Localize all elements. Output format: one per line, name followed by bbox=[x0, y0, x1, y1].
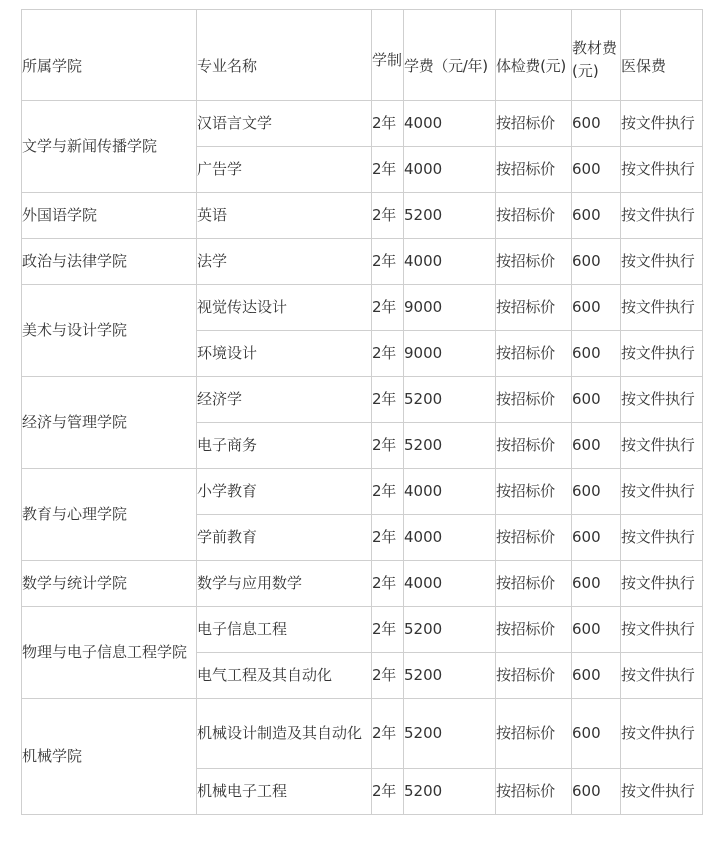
table-row bbox=[22, 377, 703, 423]
cell-insurance: 按文件执行 bbox=[621, 561, 703, 607]
cell-tuition: 4000 bbox=[404, 239, 496, 285]
cell-exam-fee: 按招标价 bbox=[496, 147, 572, 193]
cell-years: 2年 bbox=[372, 239, 404, 285]
cell-exam-fee: 按招标价 bbox=[496, 285, 572, 331]
cell-book-fee: 600 bbox=[572, 653, 621, 699]
cell-tuition: 5200 bbox=[404, 653, 496, 699]
cell-years: 2年 bbox=[372, 515, 404, 561]
cell-major: 数学与应用数学 bbox=[197, 561, 372, 607]
cell-tuition: 5200 bbox=[404, 377, 496, 423]
cell-years: 2年 bbox=[372, 377, 404, 423]
cell-tuition: 9000 bbox=[404, 331, 496, 377]
cell-major: 电子信息工程 bbox=[197, 607, 372, 653]
cell-tuition: 4000 bbox=[404, 515, 496, 561]
cell-major: 经济学 bbox=[197, 377, 372, 423]
cell-major: 小学教育 bbox=[197, 469, 372, 515]
fee-table bbox=[21, 9, 703, 815]
cell-college: 美术与设计学院 bbox=[22, 285, 197, 377]
header-college: 所属学院 bbox=[22, 10, 197, 101]
cell-exam-fee: 按招标价 bbox=[496, 239, 572, 285]
cell-years: 2年 bbox=[372, 331, 404, 377]
cell-insurance: 按文件执行 bbox=[621, 331, 703, 377]
cell-tuition: 4000 bbox=[404, 561, 496, 607]
cell-exam-fee: 按招标价 bbox=[496, 331, 572, 377]
cell-major: 机械设计制造及其自动化 bbox=[197, 699, 372, 769]
cell-major: 广告学 bbox=[197, 147, 372, 193]
table-row bbox=[22, 285, 703, 331]
table-header-row bbox=[22, 10, 703, 101]
header-years: 学制 bbox=[372, 10, 404, 101]
cell-insurance: 按文件执行 bbox=[621, 147, 703, 193]
cell-exam-fee: 按招标价 bbox=[496, 653, 572, 699]
cell-major: 法学 bbox=[197, 239, 372, 285]
cell-exam-fee: 按招标价 bbox=[496, 561, 572, 607]
cell-college: 数学与统计学院 bbox=[22, 561, 197, 607]
cell-insurance: 按文件执行 bbox=[621, 101, 703, 147]
cell-college: 教育与心理学院 bbox=[22, 469, 197, 561]
cell-years: 2年 bbox=[372, 607, 404, 653]
cell-college: 机械学院 bbox=[22, 699, 197, 815]
cell-insurance: 按文件执行 bbox=[621, 193, 703, 239]
cell-exam-fee: 按招标价 bbox=[496, 423, 572, 469]
cell-major: 视觉传达设计 bbox=[197, 285, 372, 331]
cell-book-fee: 600 bbox=[572, 515, 621, 561]
cell-exam-fee: 按招标价 bbox=[496, 607, 572, 653]
cell-exam-fee: 按招标价 bbox=[496, 469, 572, 515]
cell-major: 环境设计 bbox=[197, 331, 372, 377]
cell-book-fee: 600 bbox=[572, 377, 621, 423]
header-major: 专业名称 bbox=[197, 10, 372, 101]
cell-years: 2年 bbox=[372, 653, 404, 699]
cell-insurance: 按文件执行 bbox=[621, 699, 703, 769]
cell-major: 汉语言文学 bbox=[197, 101, 372, 147]
header-tuition: 学费（元/年) bbox=[404, 10, 496, 101]
cell-insurance: 按文件执行 bbox=[621, 285, 703, 331]
cell-years: 2年 bbox=[372, 147, 404, 193]
cell-insurance: 按文件执行 bbox=[621, 377, 703, 423]
cell-years: 2年 bbox=[372, 699, 404, 769]
table-row bbox=[22, 607, 703, 653]
cell-years: 2年 bbox=[372, 769, 404, 815]
cell-tuition: 5200 bbox=[404, 769, 496, 815]
cell-tuition: 9000 bbox=[404, 285, 496, 331]
cell-years: 2年 bbox=[372, 193, 404, 239]
cell-book-fee: 600 bbox=[572, 423, 621, 469]
fee-table-container bbox=[21, 9, 703, 815]
cell-book-fee: 600 bbox=[572, 769, 621, 815]
cell-tuition: 4000 bbox=[404, 147, 496, 193]
cell-tuition: 5200 bbox=[404, 607, 496, 653]
cell-book-fee: 600 bbox=[572, 607, 621, 653]
table-row bbox=[22, 101, 703, 147]
cell-tuition: 5200 bbox=[404, 699, 496, 769]
cell-book-fee: 600 bbox=[572, 469, 621, 515]
cell-tuition: 4000 bbox=[404, 469, 496, 515]
cell-college: 经济与管理学院 bbox=[22, 377, 197, 469]
cell-exam-fee: 按招标价 bbox=[496, 515, 572, 561]
cell-college: 物理与电子信息工程学院 bbox=[22, 607, 197, 699]
cell-insurance: 按文件执行 bbox=[621, 607, 703, 653]
cell-insurance: 按文件执行 bbox=[621, 515, 703, 561]
cell-major: 电子商务 bbox=[197, 423, 372, 469]
cell-exam-fee: 按招标价 bbox=[496, 769, 572, 815]
cell-book-fee: 600 bbox=[572, 331, 621, 377]
cell-book-fee: 600 bbox=[572, 239, 621, 285]
cell-book-fee: 600 bbox=[572, 101, 621, 147]
cell-major: 学前教育 bbox=[197, 515, 372, 561]
cell-insurance: 按文件执行 bbox=[621, 239, 703, 285]
header-exam-fee: 体检费(元) bbox=[496, 10, 572, 101]
header-book-fee: 教材费(元) bbox=[572, 10, 621, 101]
cell-exam-fee: 按招标价 bbox=[496, 193, 572, 239]
cell-years: 2年 bbox=[372, 561, 404, 607]
cell-major: 英语 bbox=[197, 193, 372, 239]
cell-years: 2年 bbox=[372, 423, 404, 469]
cell-major: 电气工程及其自动化 bbox=[197, 653, 372, 699]
cell-years: 2年 bbox=[372, 285, 404, 331]
cell-tuition: 4000 bbox=[404, 101, 496, 147]
table-row bbox=[22, 469, 703, 515]
cell-book-fee: 600 bbox=[572, 561, 621, 607]
cell-tuition: 5200 bbox=[404, 423, 496, 469]
cell-book-fee: 600 bbox=[572, 699, 621, 769]
cell-exam-fee: 按招标价 bbox=[496, 699, 572, 769]
table-row bbox=[22, 561, 703, 607]
cell-years: 2年 bbox=[372, 101, 404, 147]
table-row bbox=[22, 699, 703, 769]
cell-book-fee: 600 bbox=[572, 147, 621, 193]
cell-exam-fee: 按招标价 bbox=[496, 377, 572, 423]
cell-tuition: 5200 bbox=[404, 193, 496, 239]
cell-insurance: 按文件执行 bbox=[621, 469, 703, 515]
table-row bbox=[22, 193, 703, 239]
cell-major: 机械电子工程 bbox=[197, 769, 372, 815]
cell-book-fee: 600 bbox=[572, 193, 621, 239]
cell-college: 政治与法律学院 bbox=[22, 239, 197, 285]
cell-insurance: 按文件执行 bbox=[621, 423, 703, 469]
cell-exam-fee: 按招标价 bbox=[496, 101, 572, 147]
cell-insurance: 按文件执行 bbox=[621, 653, 703, 699]
cell-years: 2年 bbox=[372, 469, 404, 515]
cell-book-fee: 600 bbox=[572, 285, 621, 331]
header-insurance: 医保费 bbox=[621, 10, 703, 101]
cell-college: 外国语学院 bbox=[22, 193, 197, 239]
cell-college: 文学与新闻传播学院 bbox=[22, 101, 197, 193]
table-row bbox=[22, 239, 703, 285]
cell-insurance: 按文件执行 bbox=[621, 769, 703, 815]
